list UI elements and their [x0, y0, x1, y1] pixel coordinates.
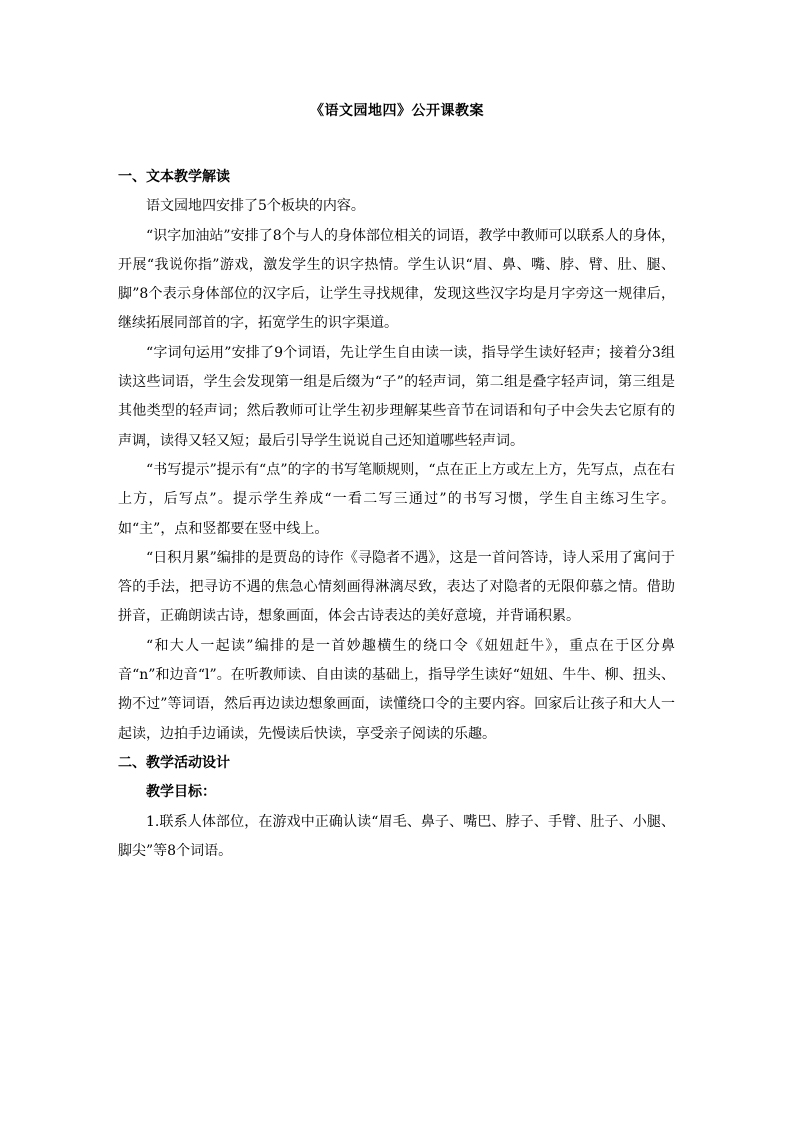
paragraph-word-usage: “字词句运用”安排了9个词语，先让学生自由读一读，指导学生读好轻声；接着分3组读这些词语，学生会发现第一组是后缀为“子”的轻声词，第二组是叠字轻声词，第三组是其他类型的轻声词；然后教师可让学生初步理解某些音节在词语和句子中会失去它原有的声调，读得又轻又短；最后引导学生说说自己还知道哪些轻声词。 — [118, 344, 675, 449]
paragraph-read-with-adults: “和大人一起读”编排的是一首妙趣横生的绕口令《妞妞赶牛》，重点在于区分鼻音“n”和边音“l”。在听教师读、自由读的基础上，指导学生读好“妞妞、牛牛、柳、扭头、拗不过”等词语，然后再边读边想象画面，读懂绕口令的主要内容。回家后让孩子和大人一起读，边拍手边诵读，先慢读后快读，享受亲子阅读的乐趣。 — [118, 637, 675, 742]
document-body — [118, 163, 675, 866]
paragraph-overview: 语文园地四安排了5个板块的内容。 — [146, 198, 365, 215]
section-heading-text-interpretation: 一、文本教学解读 — [118, 169, 230, 185]
paragraph-daily-accumulation: “日积月累”编排的是贾岛的诗作《寻隐者不遇》，这是一首问答诗，诗人采用了寓问于答的手法，把寻访不遇的焦急心情刻画得淋漓尽致，表达了对隐者的无限仰慕之情。借助拼音，正确朗读古诗，想象画面，体会古诗表达的美好意境，并背诵积累。 — [118, 549, 675, 625]
paragraph-goal-1: 1.联系人体部位，在游戏中正确认读“眉毛、鼻子、嘴巴、脖子、手臂、肚子、小腿、脚尖”等8个词语。 — [118, 813, 675, 859]
paragraph-writing-tips: “书写提示”提示有“点”的字的书写笔顺规则，“点在正上方或左上方，先写点，点在右上方，后写点”。提示学生养成“一看二写三通过”的书写习惯，学生自主练习生字。如“主”，点和竖都要在竖中线上。 — [118, 461, 675, 537]
document-title: 《语文园地四》公开课教案 — [310, 103, 484, 119]
subheading-teaching-goals: 教学目标： — [146, 784, 216, 801]
paragraph-literacy-station: “识字加油站”安排了8个与人的身体部位相关的词语，教学中教师可以联系人的身体，开展“我说你指”游戏，激发学生的识字热情。学生认识“眉、鼻、嘴、脖、臂、肚、腿、脚”8个表示身体部位的汉字后，让学生寻找规律，发现这些汉字均是月字旁这一规律后，继续拓展同部首的字，拓宽学生的识字渠道。 — [118, 227, 675, 332]
section-heading-activity-design: 二、教学活动设计 — [118, 754, 230, 771]
